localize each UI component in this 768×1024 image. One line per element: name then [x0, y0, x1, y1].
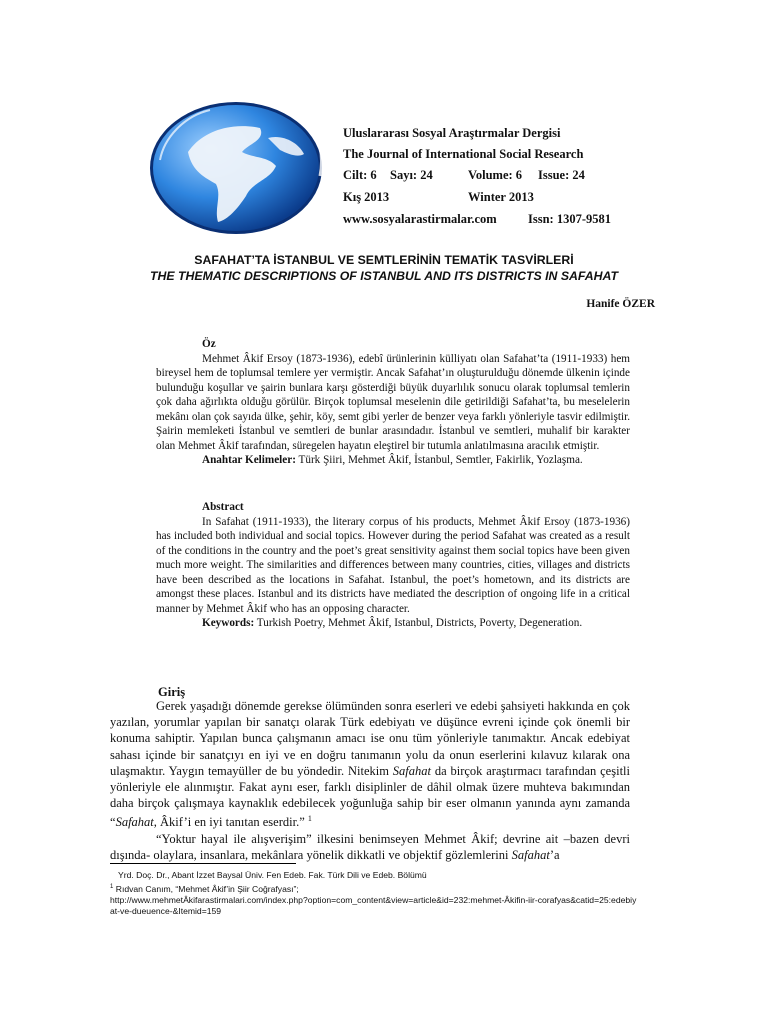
journal-cilt: Cilt: 6: [343, 168, 377, 182]
journal-website[interactable]: www.sosyalarastirmalar.com: [343, 212, 497, 226]
giris-paragraph-2: [110, 831, 630, 863]
oz-heading: Öz: [202, 338, 216, 350]
abstract-keywords: [156, 616, 630, 631]
abstract-text: In Safahat (1911-1933), the literary corpus of his products, Mehmet Âkif Ersoy (1873-1936) has included both individual and social topics. However during the period Safahat was created as a result of the conditions in the country and the poet’s great sensitivity against them social topics have been given much more weight. The similarities and differences between many countries, cities, villages and districts have been described as the locations in Safahat. Istanbul, the poet’s hometown, and its districts are amongst these places. Istanbul and its districts have mediated the description of ongoing life in a critical manner by Mehmet Âkif who has an opposing character.: [156, 515, 630, 615]
oz-keywords: [156, 453, 630, 468]
title-tr: SAFAHAT’TA İSTANBUL VE SEMTLERİNİN TEMATİK TASVİRLERİ: [194, 253, 574, 267]
journal-sayi: Sayı: 24: [390, 168, 433, 182]
footnote-author: Yrd. Doç. Dr., Abant İzzet Baysal Üniv. Fen Edeb. Fak. Türk Dili ve Edeb. Bölümü: [118, 870, 427, 880]
giris-p2-italic: Safahat: [511, 847, 550, 862]
giris-p2-text-b: ’a: [549, 847, 560, 862]
journal-logo: [148, 100, 328, 236]
author-name: Hanife ÖZER: [586, 298, 655, 310]
journal-issn: Issn: 1307-9581: [528, 212, 611, 226]
journal-season-en: Winter 2013: [468, 190, 534, 204]
journal-name-en: The Journal of International Social Research: [343, 147, 584, 161]
footnote-divider: [110, 863, 296, 864]
abstract-keywords-text: Turkish Poetry, Mehmet Âkif, Istanbul, Districts, Poverty, Degeneration.: [254, 617, 583, 629]
abstract-keywords-label: Keywords:: [202, 617, 255, 629]
giris-p1-text-c: , Âkif’i en iyi tanıtan eserdir.”: [153, 815, 308, 830]
giris-heading: Giriş: [158, 685, 186, 699]
giris-p1-italic-a: Safahat: [392, 763, 431, 778]
footnote-1-url[interactable]: http://www.mehmetÂkifarastirmalari.com/index.php?option=com_content&view=article&id=232:mehmet-Âkifin-iir-corafyas&catid=25:edebiyat-ve-dueuence-&Itemid=159: [110, 894, 637, 917]
journal-name-tr: Uluslararası Sosyal Araştırmalar Dergisi: [343, 126, 561, 140]
oz-keywords-text: Türk Şiiri, Mehmet Âkif, İstanbul, Semtler, Fakirlik, Yozlaşma.: [295, 454, 583, 466]
footnotes: [110, 870, 640, 918]
abstract-section: [156, 500, 630, 631]
footnote-ref-1[interactable]: 1: [307, 814, 312, 824]
footnote-1-number: 1: [110, 883, 114, 890]
abstract-heading: Abstract: [202, 501, 244, 513]
oz-section: [156, 337, 630, 468]
giris-p2-text-a: “Yoktur hayal ile alışverişim” ilkesini benimseyen Mehmet Âkif; devrine ait –bazen devri dışında- olaylara, insanlara, mekânlara yönelik dikkatli ve objektif gözlemlerini: [110, 831, 630, 862]
footnote-1: [110, 882, 640, 895]
globe-logo-icon: [148, 100, 328, 236]
journal-volume: Volume: 6: [468, 168, 523, 182]
giris-body: [110, 698, 630, 863]
footnote-1-text: Rıdvan Canım, “Mehmet Âkif’in Şiir Coğrafyası”;: [113, 883, 299, 894]
oz-text: Mehmet Âkif Ersoy (1873-1936), edebî ürünlerinin külliyatı olan Safahat’ta (1911-1933) hem bireysel hem de toplumsal temlere yer vermiştir. Ancak Safahat’ın oluşturulduğu dönemde ülkenin içinde bulunduğu koşullar ve şairin bunlara karşı gösterdiği büyük duyarlılık sonucu olarak toplumsal temlerin çok daha ağırlıkta olduğu görülür. Birçok toplumsal meselenin dile getirildiği Safahat’ta, bu meselelerin mekânı olan çok sayıda ülke, şehir, köy, semt gibi yerler de benzer veya farklı yönleriyle tasvir edilmiştir. Şairin memleketi İstanbul ve semtleri de bunlar arasındadır. İstanbul ve semtleri, muhalif bir karakter olan Mehmet Âkif tarafından, süregelen hayatın eleştirel bir tutumla anlatılmasına aracılık etmiştir.: [156, 352, 630, 452]
giris-p1-text-b: da birçok araştırmacı tarafından çeşitli yönleriyle ele alınmıştır. Fakat aynı eser, farklı disiplinler de dâhil olmak üzere muhteva bakımından daha birçok çalışmaya kaynaklık edebilecek yoğunluğa sahip bir eser olmanın yanında aynı zamanda “: [110, 763, 630, 830]
title-en: THE THEMATIC DESCRIPTIONS OF ISTANBUL AND ITS DISTRICTS IN SAFAHAT: [150, 269, 618, 283]
journal-season-tr: Kış 2013: [343, 190, 390, 204]
oz-keywords-label: Anahtar Kelimeler:: [202, 454, 296, 466]
giris-p1-italic-b: Safahat: [115, 815, 154, 830]
journal-issue: Issue: 24: [538, 168, 585, 182]
giris-paragraph-1: [110, 698, 630, 831]
giris-p1-text-a: Gerek yaşadığı dönemde gerekse ölümünden sonra eserleri ve edebi şahsiyeti hakkında en çok yazılan, yorumlar yapılan bir sanatçı olarak Türk edebiyatı ve düşünce evreni içinde çok önemli bir konuma sahiptir. Yapılan bunca çalışmanın amacı ise onu tüm yönleriyle tanımaktır. Ancak edebiyat sahası içinde bir sanatçıyı en iyi ve en doğru tanımanın yolu da onun eserlerini kılavuz kılarak ona ulaşmaktır. Yaygın temayüller de bu yöndedir. Nitekim: [110, 699, 630, 778]
